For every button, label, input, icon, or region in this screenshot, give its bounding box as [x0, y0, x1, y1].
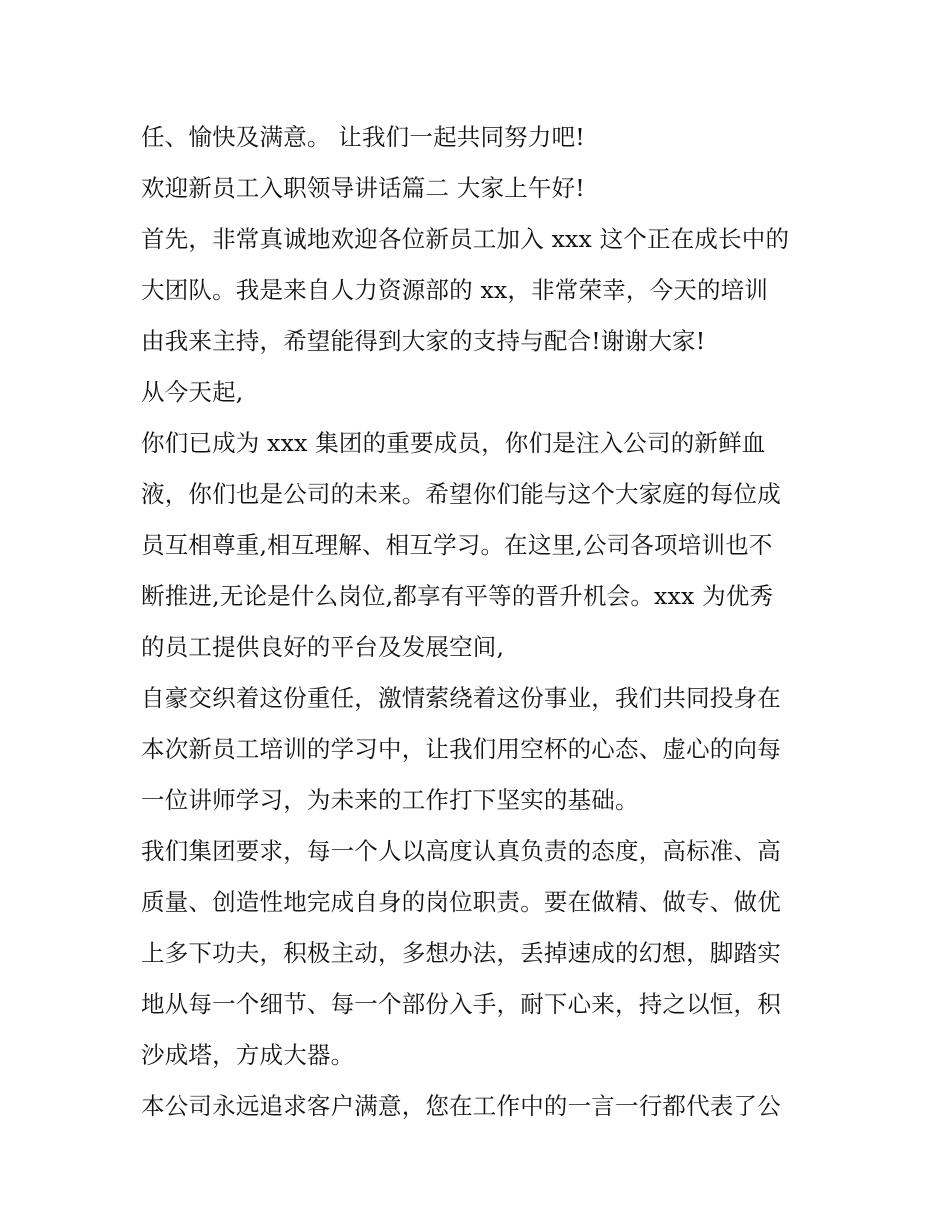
text-line: 欢迎新员工入职领导讲话篇二 大家上午好! [141, 174, 585, 202]
text-line: 质量、创造性地完成自身的岗位职责。要在做精、做专、做优 [141, 888, 781, 916]
text-line: 我们集团要求，每一个人以高度认真负责的态度，高标准、高 [141, 837, 781, 865]
text-line: 液，你们也是公司的未来。希望你们能与这个大家庭的每位成 [141, 480, 781, 508]
text-line: 员互相尊重,相互理解、相互学习。在这里,公司各项培训也不 [141, 531, 773, 559]
text-line: 本公司永远追求客户满意，您在工作中的一言一行都代表了公 [141, 1092, 781, 1120]
document-body [141, 112, 821, 1132]
text-line: 大团队。我是来自人力资源部的 xx，非常荣幸，今天的培训 [141, 276, 769, 304]
text-line: 自豪交织着这份重任，激情萦绕着这份事业，我们共同投身在 [141, 684, 781, 712]
text-line: 断推进,无论是什么岗位,都享有平等的晋升机会。xxx 为优秀 [141, 582, 774, 610]
text-line: 由我来主持，希望能得到大家的支持与配合!谢谢大家! [141, 327, 706, 355]
text-line: 从今天起, [141, 378, 244, 406]
text-line: 本次新员工培训的学习中，让我们用空杯的心态、虚心的向每 [141, 735, 781, 763]
text-line: 首先，非常真诚地欢迎各位新员工加入 xxx 这个正在成长中的 [141, 225, 790, 253]
text-line: 一位讲师学习，为未来的工作打下坚实的基础。 [141, 786, 639, 814]
text-line: 的员工提供良好的平台及发展空间, [141, 633, 505, 661]
text-line: 你们已成为 xxx 集团的重要成员，你们是注入公司的新鲜血 [141, 429, 766, 457]
text-line: 沙成塔，方成大器。 [141, 1041, 355, 1069]
text-line: 地从每一个细节、每一个部份入手，耐下心来，持之以恒，积 [141, 990, 781, 1018]
text-line: 任、愉快及满意。 让我们一起共同努力吧! [141, 123, 585, 151]
text-line: 上多下功夫，积极主动，多想办法，丢掉速成的幻想，脚踏实 [141, 939, 781, 967]
